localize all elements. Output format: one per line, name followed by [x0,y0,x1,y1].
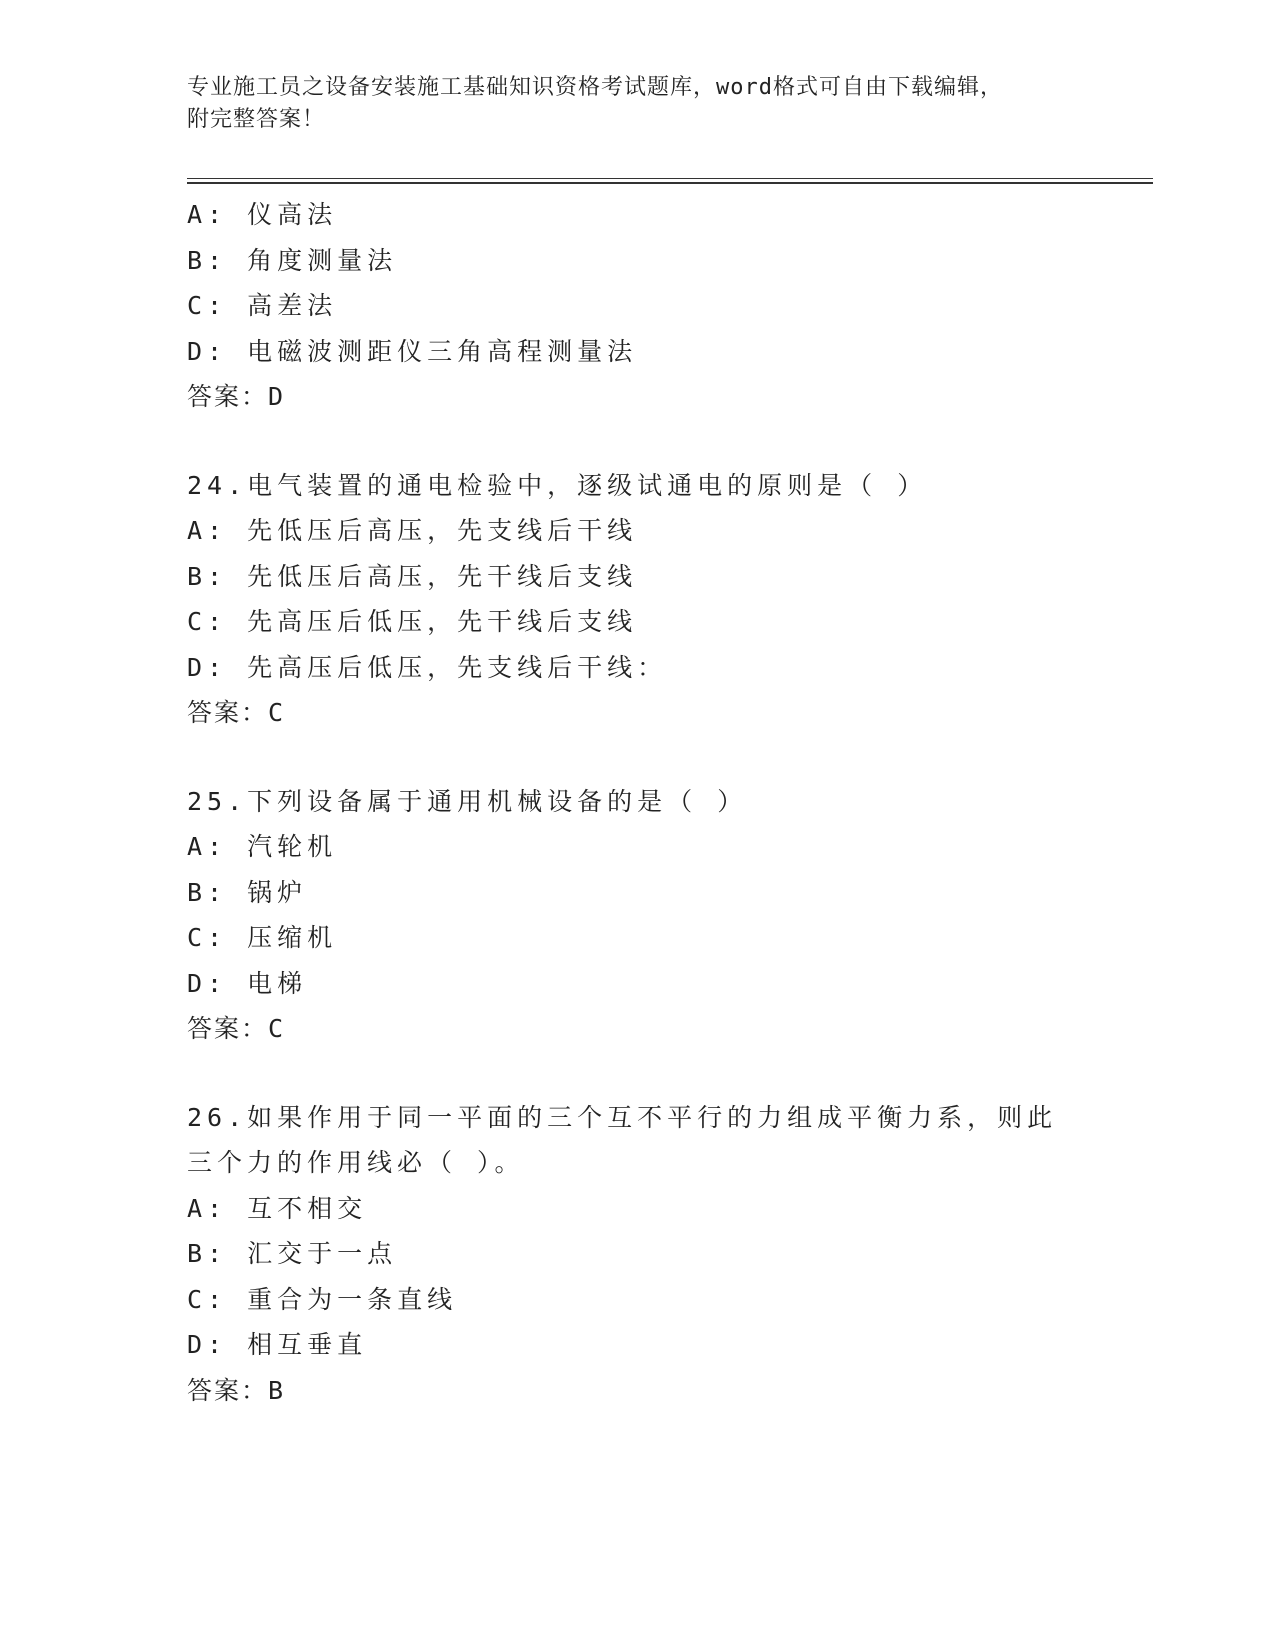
answer-value: D [268,382,286,411]
option-d: D: 电磁波测距仪三角高程测量法 [187,336,638,366]
question-list [187,192,1087,1456]
header-line-2: 附完整答案！ [187,107,326,132]
option-b: B: 锅炉 [187,877,308,907]
option-b: B: 先低压后高压，先干线后支线 [187,561,638,591]
answer-line [187,690,1087,736]
option-c: C: 高差法 [187,291,338,320]
answer-label: 答案： [187,1375,269,1405]
question-text: 24.电气装置的通电检验中，逐级试通电的原则是（ ） [187,470,928,500]
question-block-25 [187,779,1087,1052]
question-text: 25.下列设备属于通用机械设备的是（ ） [187,786,748,816]
header-divider-thin [187,178,1153,179]
option-b: B: 汇交于一点 [187,1239,398,1268]
option-a: A: 仪高法 [187,200,338,229]
option-a: A: 互不相交 [187,1193,368,1223]
answer-value: C [268,1014,286,1043]
answer-label: 答案： [187,698,269,727]
question-text: 26.如果作用于同一平面的三个互不平行的力组成平衡力系，则此三个力的作用线必（ ）。 [187,1102,1058,1177]
question-block-23 [187,192,1087,420]
option-a: A: 汽轮机 [187,832,338,861]
question-block-26 [187,1095,1087,1414]
option-d: D: 电梯 [187,968,308,998]
option-d: D: 先高压后低压，先支线后干线： [187,652,668,682]
document-header [187,72,1067,136]
answer-label: 答案： [187,1014,269,1043]
header-line-1: 专业施工员之设备安装施工基础知识资格考试题库，word格式可自由下载编辑， [187,75,1003,100]
answer-value: B [268,1375,286,1405]
question-block-24 [187,463,1087,736]
answer-line [187,1368,1087,1414]
answer-line [187,374,1087,420]
option-a: A: 先低压后高压，先支线后干线 [187,516,638,545]
header-divider-thick [187,182,1153,184]
option-c: C: 先高压后低压，先干线后支线 [187,607,638,636]
option-b: B: 角度测量法 [187,245,398,275]
answer-value: C [268,698,286,727]
option-c: C: 压缩机 [187,923,338,952]
answer-line [187,1006,1087,1052]
option-d: D: 相互垂直 [187,1330,368,1359]
option-c: C: 重合为一条直线 [187,1284,458,1314]
answer-label: 答案： [187,382,269,411]
